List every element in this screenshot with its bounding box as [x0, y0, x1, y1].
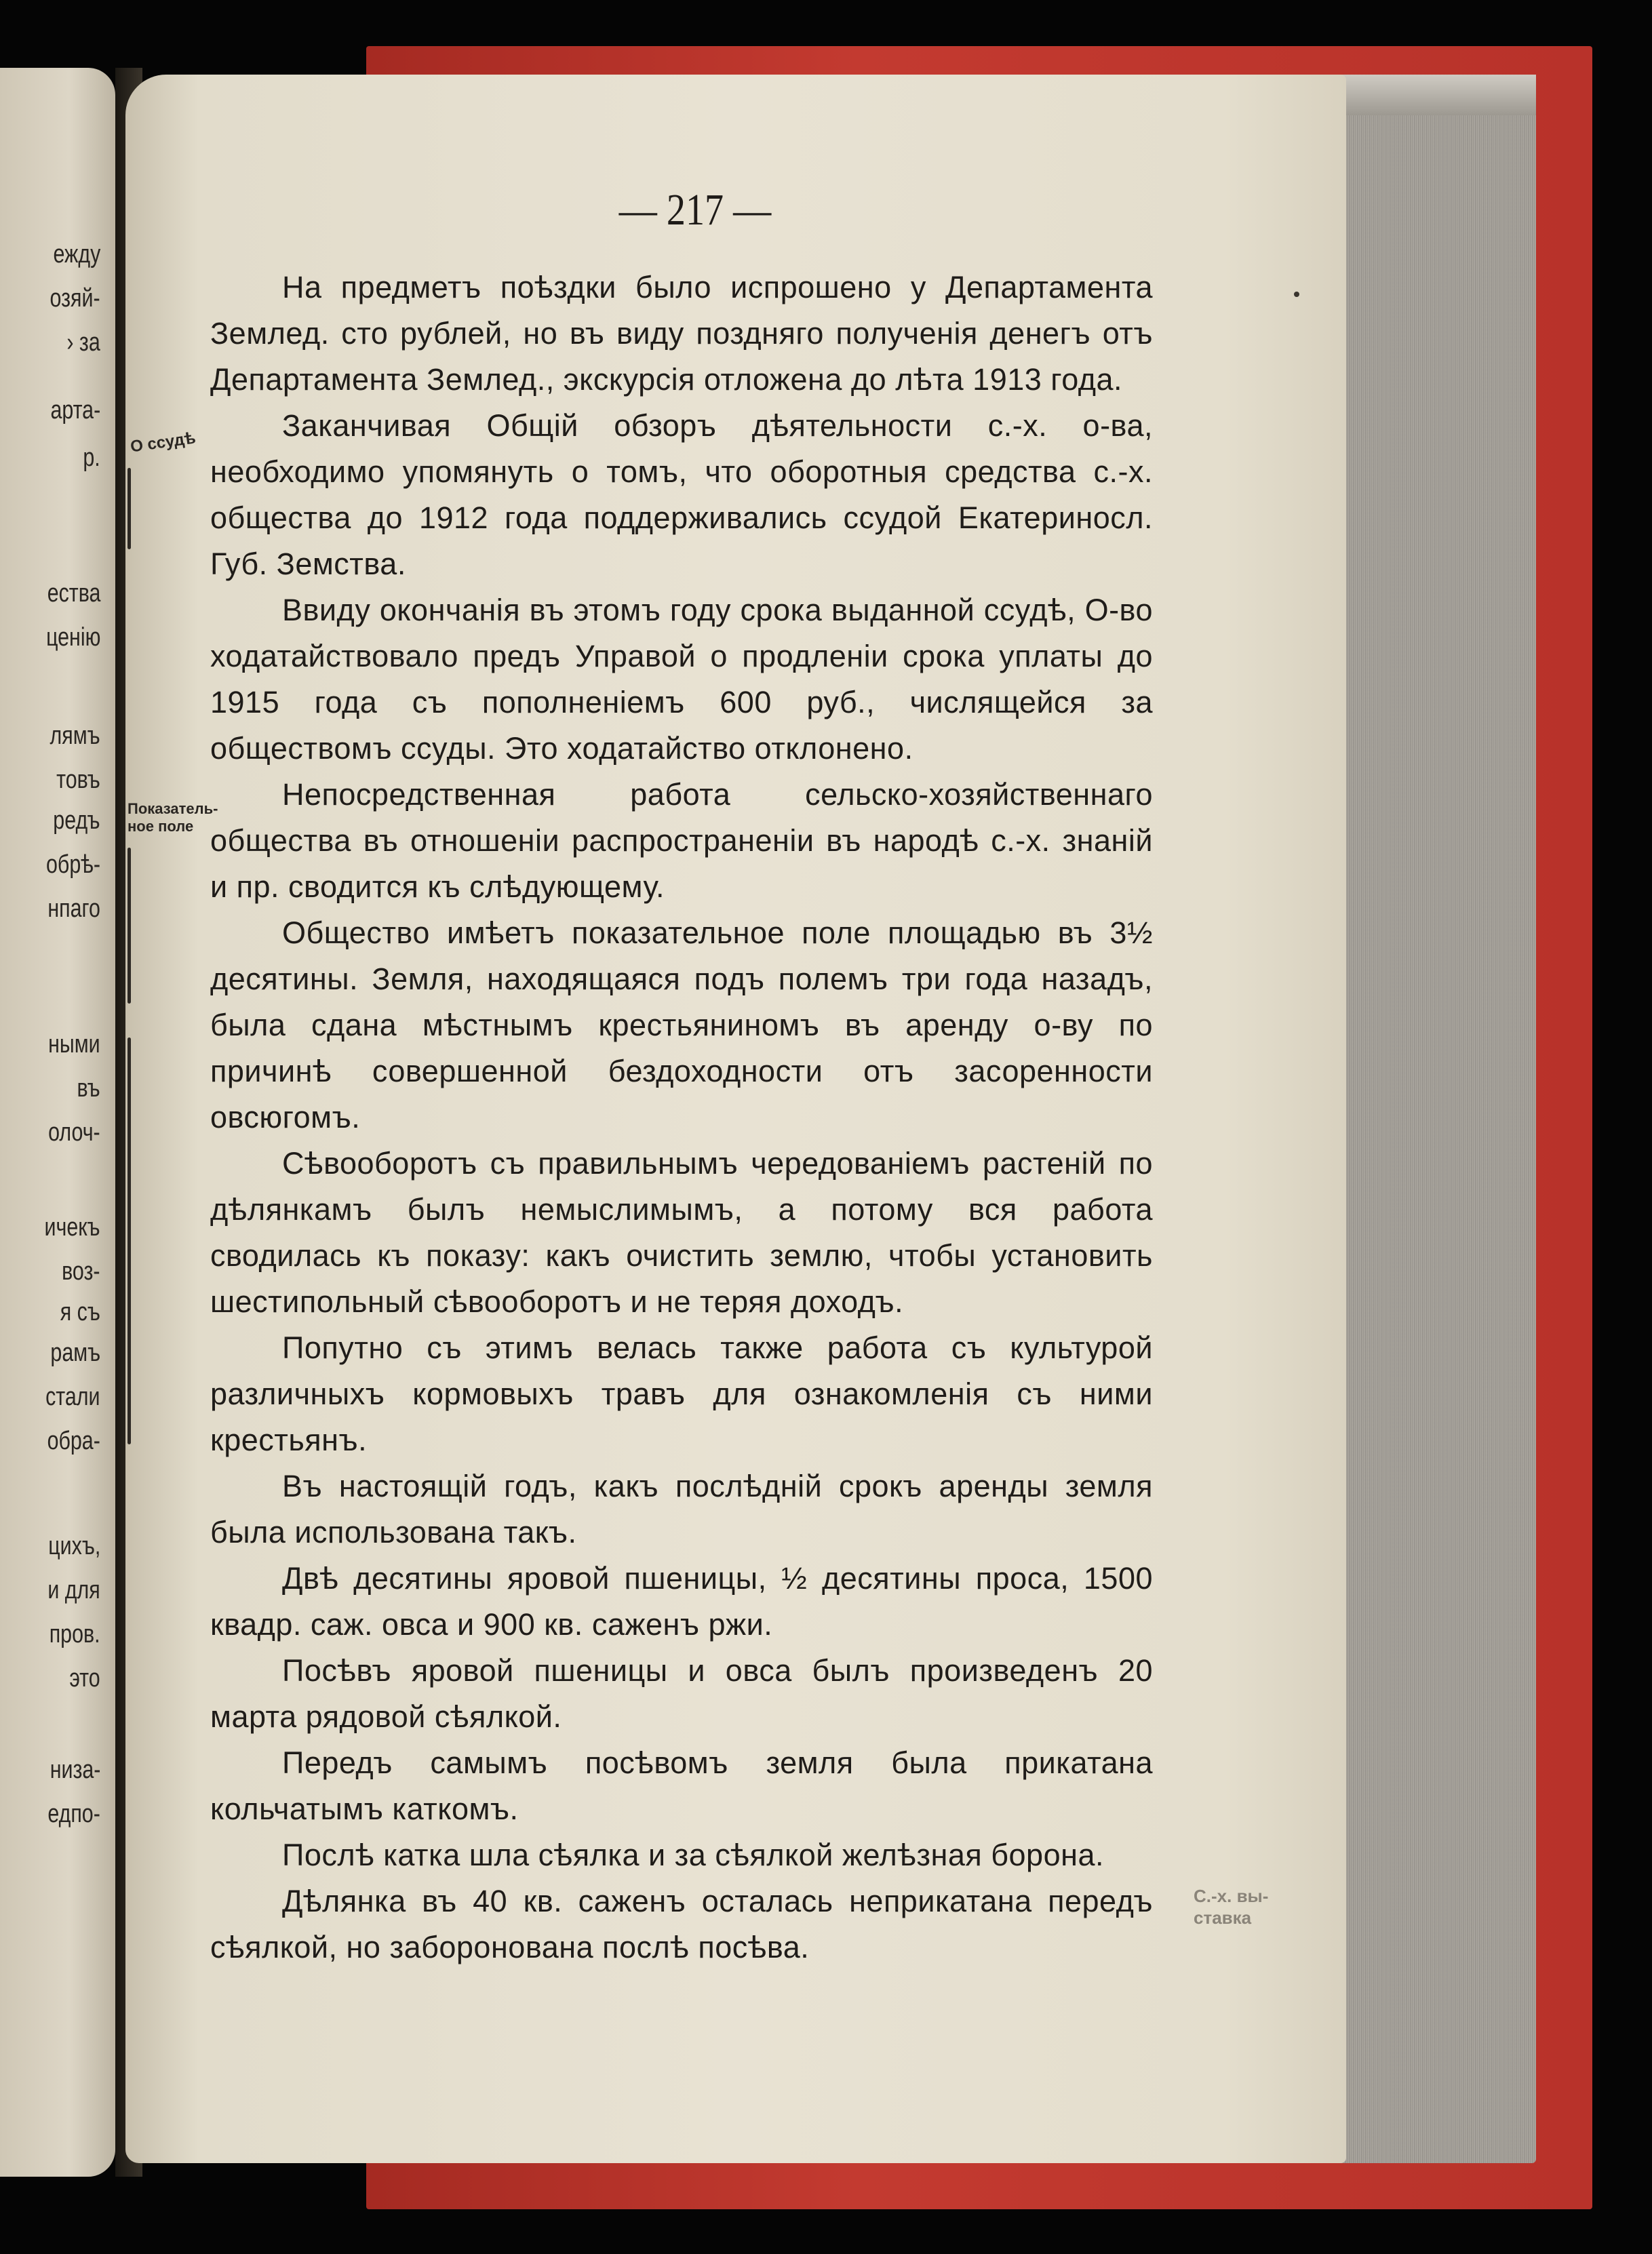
left-page-fragment: едпо- [47, 1800, 100, 1828]
left-page-fragment: воз- [62, 1257, 100, 1286]
margin-note-exhibition: С.-х. вы-ставка [1194, 1886, 1269, 1928]
left-page-fragment: лямъ [50, 721, 100, 750]
margin-note-demo-field: Показатель-ное поле [127, 800, 218, 835]
paragraph: Заканчивая Общій обзоръ дѣятельности с.-х. о-ва, необходимо упомянуть о томъ, что оборотныя средства с.-х. общества до 1912 года поддерживались ссудой Екатериносл. Губ. Земства. [210, 408, 1153, 581]
left-page-fragment: олоч- [48, 1118, 100, 1147]
left-page-fragment: я съ [60, 1298, 100, 1326]
left-page [0, 68, 115, 2177]
margin-bracket-lower [127, 1037, 131, 1444]
left-page-fragment: товъ [56, 766, 100, 794]
left-page-fragment: обра- [47, 1427, 100, 1455]
page-edges [1333, 75, 1536, 2163]
left-page-fragment: ценію [45, 623, 100, 652]
page-speck [1294, 292, 1299, 297]
left-page-fragment: стали [45, 1383, 100, 1411]
paragraph: Посѣвъ яровой пшеницы и овса былъ произведенъ 20 марта рядовой сѣялкой. [210, 1653, 1153, 1734]
left-page-fragment: ежду [53, 240, 100, 269]
left-page-fragment: это [69, 1664, 100, 1693]
paragraph: Послѣ катка шла сѣялка и за сѣялкой желѣзная борона. [282, 1838, 1104, 1872]
margin-bracket-demo-field [127, 848, 131, 1004]
paragraph: Въ настоящій годъ, какъ послѣдній срокъ аренды земля была использована такъ. [210, 1469, 1153, 1549]
left-page-fragment: озяй- [50, 284, 100, 313]
paragraph: Двѣ десятины яровой пшеницы, ½ десятины проса, 1500 квадр. саж. овса и 900 кв. саженъ ржи. [210, 1561, 1153, 1642]
left-page-fragment: рамъ [50, 1339, 100, 1367]
paragraph: Общество имѣетъ показательное поле площадью въ 3½ десятины. Земля, находящаяся подъ полемъ три года назадъ, была сдана мѣстнымъ крестьяниномъ въ аренду о-ву по причинѣ совершенной бездоходности отъ засоренности овсюгомъ. [210, 915, 1153, 1134]
left-page-fragment: арта- [50, 396, 100, 424]
paragraph: Передъ самымъ посѣвомъ земля была прикатана кольчатымъ каткомъ. [210, 1745, 1153, 1826]
left-page-fragment: ества [47, 579, 100, 608]
left-page-fragment: редъ [53, 806, 100, 835]
paragraph: На предметъ поѣздки было испрошено у Департамента Землед. сто рублей, но въ виду поздняго полученія денегъ отъ Департамента Землед., экскурсія отложена до лѣта 1913 года. [210, 270, 1153, 397]
left-page-fragment: въ [77, 1074, 100, 1103]
margin-note-loan: О ссудѣ [129, 429, 197, 456]
paragraph: Сѣвооборотъ съ правильнымъ чередованіемъ растеній по дѣлянкамъ былъ немыслимымъ, а потому вся работа сводилась къ показу: какъ очистить землю, чтобы установить шестипольный сѣвооборотъ и не теряя доходъ. [210, 1146, 1153, 1319]
paragraph: Дѣлянка въ 40 кв. саженъ осталась неприкатана передъ сѣялкой, но заборонована послѣ посѣва. [210, 1884, 1153, 1964]
page-edges-top [1333, 75, 1536, 115]
left-page-fragment: ичекъ [44, 1213, 100, 1242]
left-page-fragment: пров. [50, 1620, 100, 1648]
page-number: — 217 — [618, 185, 772, 235]
left-page-fragment: цихъ, [47, 1532, 100, 1560]
body-text [210, 264, 1153, 1971]
left-page-fragment: обрѣ- [46, 850, 100, 879]
left-page-fragment: ными [48, 1030, 100, 1059]
left-page-fragment: и для [47, 1576, 100, 1604]
left-page-fragment: низа- [50, 1756, 100, 1784]
paragraph: Попутно съ этимъ велась также работа съ культурой различныхъ кормовыхъ травъ для ознакомленія съ ними крестьянъ. [210, 1330, 1153, 1457]
left-page-fragment: р. [83, 443, 100, 472]
paragraph: Ввиду окончанія въ этомъ году срока выданной ссудѣ, О-во ходатайствовало предъ Управой о продленіи срока уплаты до 1915 года съ пополненіемъ 600 руб., числящейся за обществомъ ссуды. Это ходатайство отклонено. [210, 593, 1153, 766]
paragraph: Непосредственная работа сельско-хозяйственнаго общества въ отношеніи распространеніи въ народѣ с.-х. знаній и пр. сводится къ слѣдующему. [210, 777, 1153, 904]
left-page-fragment: › за [66, 328, 100, 357]
margin-bracket-loan [127, 468, 131, 549]
left-page-fragment: нпаго [47, 894, 100, 923]
